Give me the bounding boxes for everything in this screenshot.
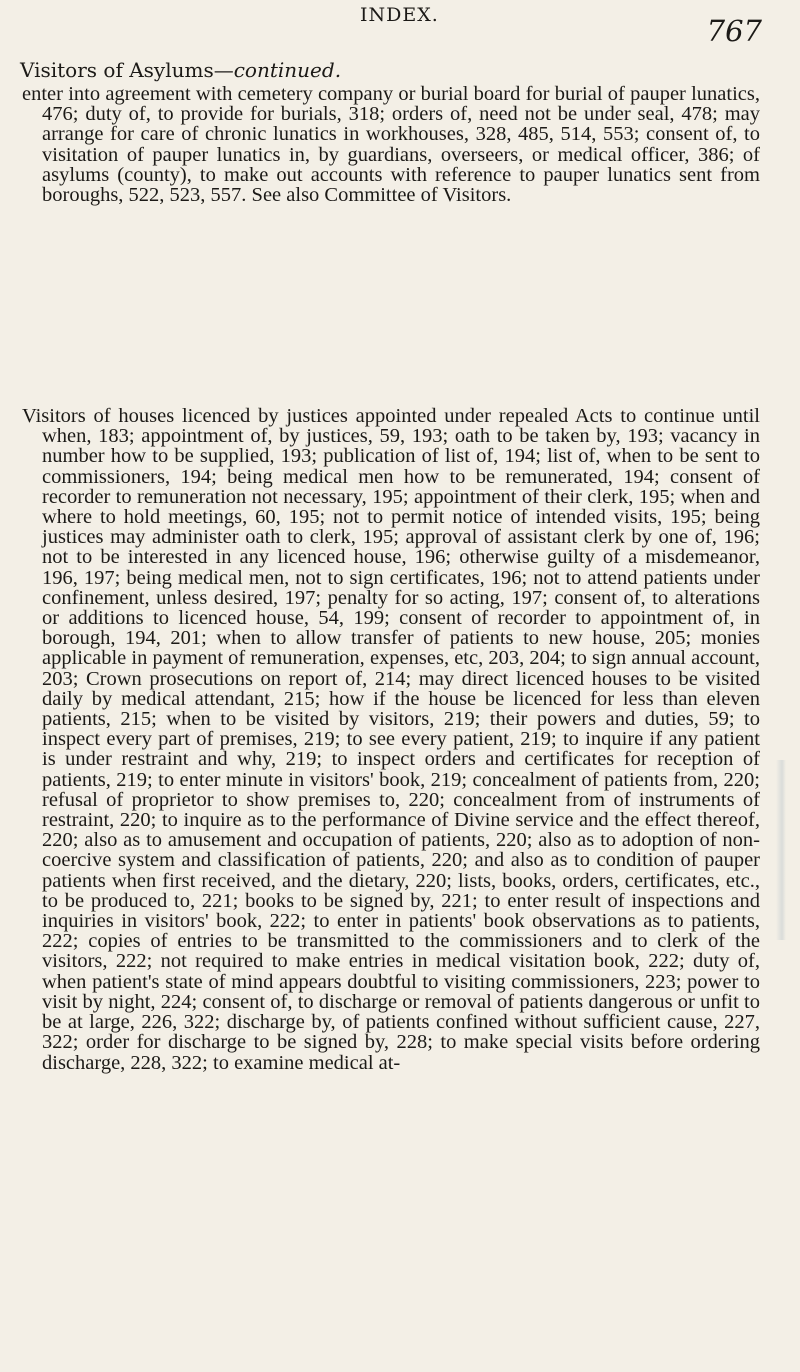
section-heading <box>20 58 341 82</box>
paper-stain <box>776 760 786 940</box>
section-heading-continued: continued. <box>233 58 342 82</box>
section-heading-label: Visitors of Asylums— <box>20 58 234 82</box>
index-entry <box>22 406 760 1320</box>
index-entry-text: Visitors of houses licenced by justices appointed under repealed Acts to continue until when, 183; appointment of, by justices, 59, 193; oath to be taken by, 193; vacancy in number how to be supplied, 193; publication of list of, 194; list of, when to be sent to commissioners, 194; being medical men how to be remunerated, 194; consent of recorder to remuneration not necessary, 195; appointment of their clerk, 195; when and where to hold meetings, 60, 195; not to permit notice of intended visits, 195; being justices may administer oath to clerk, 195; approval of assistant clerk by one of, 196; not to be interested in any licenced house, 196; otherwise guilty of a misdemeanor, 196, 197; being medical men, not to sign certificates, 196; not to attend patients under confinement, unless desired, 197; penalty for so acting, 197; consent of, to alterations or additions to licenced house, 54, 199; consent of recorder to appointment of, in borough, 194, 201; when to allow transfer of patients to new house, 205; monies applicable in payment of remuneration, expenses, etc, 203, 204; to sign annual account, 203; Crown prosecutions on report of, 214; may direct licenced houses to be visited daily by medical attendant, 215; how if the house be licenced for less than eleven patients, 215; when to be visited by visitors, 219; their powers and duties, 59; to inspect every part of premises, 219; to see every patient, 219; to inquire if any patient is under restraint and why, 219; to inspect orders and certificates for reception of patients, 219; to enter minute in visitors' book, 219; concealment of patients from, 220; refusal of proprietor to show premises to, 220; concealment from of instruments of restraint, 220; to inquire as to the performance of Divine service and the effect thereof, 220; also as to amusement and occupation of patients, 220; also as to adoption of non-coercive system and classification of patients, 220; and also as to condition of pauper patients when first received, and the dietary, 220; lists, books, orders, certificates, etc., to be produced to, 221; books to be signed by, 221; to enter result of inspections and inquiries in visitors' book, 222; to enter in patients' book observations as to patients, 222; copies of entries to be transmitted to the commissioners and to clerk of the visitors, 222; not required to make entries in medical visitation book, 222; duty of, when patient's state of mind appears doubtful to visiting commissioners, 223; power to visit by night, 224; consent of, to discharge or removal of patients dangerous or unfit to be at large, 226, 322; discharge by, of patients confined without sufficient cause, 227, 322; order for discharge to be signed by, 228; to make special visits before ordering discharge, 228, 322; to examine medical at- <box>22 406 760 1074</box>
index-entry-text: enter into agreement with cemetery company or burial board for burial of pauper lunatics, 476; duty of, to provide for burials, 318; orders of, need not be under seal, 478; may arrange for care of chronic lunatics in workhouses, 328, 485, 514, 553; consent of, to visitation of pauper lunatics in, by guardians, overseers, or medical officer, 386; of asylums (county), to make out accounts with reference to pauper lunatics sent from boroughs, 522, 523, 557. See also Committee of Visitors. <box>22 83 760 207</box>
running-title: INDEX. <box>360 4 439 26</box>
index-entry <box>22 84 760 205</box>
page-number: 767 <box>706 14 762 48</box>
